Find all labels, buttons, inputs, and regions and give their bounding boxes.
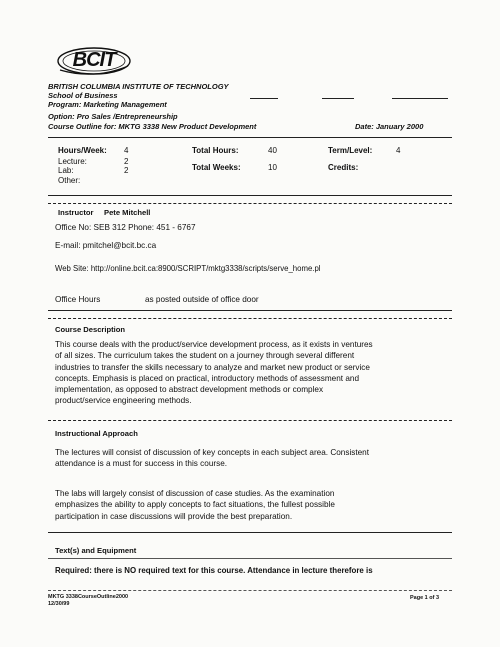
description-line: concepts. Emphasis is placed on practical, introductory methods of assessment and <box>55 373 360 383</box>
approach-line: emphasizes the ability to apply concepts to fact situations, the fullest possible <box>55 500 335 510</box>
footer-date: 12/30/99 <box>48 601 70 607</box>
total-hours-value: 40 <box>268 146 277 155</box>
hours-week-value: 4 <box>124 146 129 155</box>
other-label: Other: <box>58 176 81 185</box>
instructor-label: Instructor <box>58 208 94 217</box>
approach-line: participation in case discussions will provide the best preparation. <box>55 511 293 521</box>
course-description-heading: Course Description <box>55 325 126 334</box>
email-info: E-mail: pmitchel@bcit.bc.ca <box>55 241 157 250</box>
description-line: implementation, as opposed to abstract development methods or complex <box>55 385 324 395</box>
description-line: product/service engineering methods. <box>55 396 192 406</box>
total-weeks-label: Total Weeks: <box>192 163 241 172</box>
office-info: Office No: SEB 312 Phone: 451 - 6767 <box>55 223 196 232</box>
term-level-label: Term/Level: <box>328 146 373 155</box>
total-hours-label: Total Hours: <box>192 146 239 155</box>
option-name: Option: Pro Sales /Entrepreneurship <box>48 112 178 121</box>
instructor-name: Pete Mitchell <box>104 208 151 217</box>
logo-text: BCIT <box>72 49 116 71</box>
header-rule <box>250 98 278 99</box>
approach-line: attendance is a must for success in this course. <box>55 459 228 469</box>
instructional-approach-heading: Instructional Approach <box>55 429 138 438</box>
footer-rule <box>48 590 452 591</box>
required-text: Required: there is NO required text for this course. Attendance in lecture therefore is <box>55 566 373 575</box>
footer-filename: MKTG 3338CourseOutline2000 <box>48 594 129 600</box>
approach-divider <box>48 532 452 533</box>
texts-divider <box>48 558 452 559</box>
outline-date: Date: January 2000 <box>355 122 424 131</box>
school-name: School of Business <box>48 91 118 100</box>
hours-week-label: Hours/Week: <box>58 146 107 155</box>
approach-line: The lectures will consist of discussion of key concepts in each subject area. Consistent <box>55 448 370 457</box>
lab-label: Lab: <box>58 166 74 175</box>
term-level-value: 4 <box>396 146 401 155</box>
lab-value: 2 <box>124 166 129 175</box>
instructor-divider <box>48 310 452 311</box>
instructor-divider-dashed <box>48 318 452 319</box>
total-weeks-value: 10 <box>268 163 277 172</box>
institute-name: BRITISH COLUMBIA INSTITUTE OF TECHNOLOGY <box>48 82 229 91</box>
header-divider <box>48 137 452 138</box>
course-outline-title: Course Outline for: MKTG 3338 New Product Development <box>48 122 257 131</box>
header-rule <box>392 98 448 99</box>
credits-label: Credits: <box>328 163 359 172</box>
bcit-logo <box>54 44 134 80</box>
website-info: Web Site: http://online.bcit.ca:8900/SCRIPT/mktg3338/scripts/serve_home.pl <box>55 264 321 273</box>
description-line: of all sizes. The curriculum takes the student on a journey through several different <box>55 351 355 361</box>
approach-paragraph-2 <box>55 488 475 522</box>
approach-line: The labs will largely consist of discussion of case studies. As the examination <box>55 489 335 498</box>
info-divider <box>48 195 452 196</box>
office-hours-value: as posted outside of office door <box>145 295 259 304</box>
description-line: industries to transfer the skills necessary to analyze and market new product or service <box>55 362 370 372</box>
lecture-value: 2 <box>124 157 129 166</box>
lecture-label: Lecture: <box>58 157 87 166</box>
info-divider-dashed <box>48 203 452 204</box>
description-divider <box>48 420 452 421</box>
texts-heading: Text(s) and Equipment <box>55 546 137 555</box>
page-number: Page 1 of 3 <box>410 595 440 601</box>
program-name: Program: Marketing Management <box>48 100 167 109</box>
approach-paragraph-1 <box>55 447 475 470</box>
course-description-body <box>55 339 475 407</box>
header-rule <box>322 98 354 99</box>
description-line: This course deals with the product/service development process, as it exists in ventures <box>55 340 373 349</box>
office-hours-label: Office Hours <box>55 295 101 304</box>
